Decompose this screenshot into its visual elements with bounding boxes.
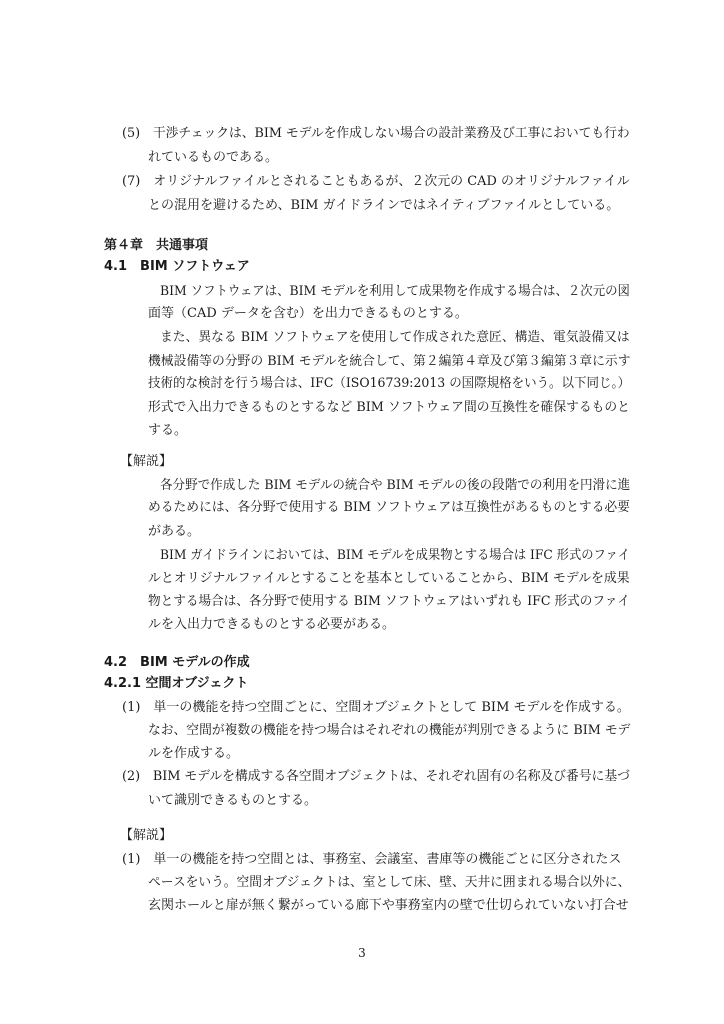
s41-c2-line-1: BIM ガイドラインにおいては、BIM モデルを成果物とする場合は IFC 形式のファイ [160,548,631,563]
s41-commentary-label: 【解説】 [120,454,173,469]
s42-item2-line-2: いて識別できるものとする。 [148,793,318,808]
page-number: 3 [358,946,366,960]
s42-item1-line-3: ルを作成する。 [148,746,240,761]
section-4-2-1-title: 4.2.1 空間オブジェクト [104,676,249,691]
s41-c1-line-2: めるためには、各分野で使用する BIM ソフトウェアは互換性があるものとする必要 [148,500,630,515]
s41-p2-line-3: 技術的な検討を行う場合は、IFC（ISO16739:2013 の国際規格をいう。以下同じ。） [148,376,631,391]
s41-c1-line-3: がある。 [148,524,201,539]
s41-p1-line-2: 面等（CAD データを含む）を出力できるものとする。 [148,306,468,321]
s42-item2-line-1: (2) BIM モデルを構成する各空間オブジェクトは、それぞれ固有の名称及び番号に基づ [122,769,630,784]
s41-c2-line-3: 物とする場合は、各分野で使用する BIM ソフトウェアはいずれも IFC 形式のファイ [148,594,630,609]
section-4-1-title: 4.1 BIM ソフトウェア [104,259,250,274]
section-4-2-title: 4.2 BIM モデルの作成 [104,655,250,670]
s41-p2-line-4: 形式で入出力できるものとするなど BIM ソフトウェア間の互換性を確保するものと [148,400,630,415]
item-7-line-1: (7) オリジナルファイルとされることもあるが、２次元の CAD のオリジナルファイル [122,174,630,189]
item-5-line-2: れているものである。 [148,150,279,165]
s42-c-item1-line-2: ペースをいう。空間オブジェクトは、室として床、壁、天井に囲まれる場合以外に、 [148,875,631,890]
s41-c1-line-1: 各分野で作成した BIM モデルの統合や BIM モデルの後の段階での利用を円滑に進 [160,478,631,493]
s42-commentary-label: 【解説】 [120,828,173,843]
s42-c-item1-line-3: 玄関ホールと扉が無く繋がっている廊下や事務室内の壁で仕切られていない打合せ [148,898,629,913]
item-5-line-1: (5) 干渉チェックは、BIM モデルを作成しない場合の設計業務及び工事においても行わ [122,126,630,141]
s42-c-item1-line-1: (1) 単一の機能を持つ空間とは、事務室、会議室、書庫等の機能ごとに区分されたス [122,852,622,867]
s42-item1-line-2: なお、空間が複数の機能を持つ場合はそれぞれの機能が判別できるように BIM モデ [148,723,631,738]
s41-p2-line-5: する。 [148,423,188,438]
s41-p2-line-1: また、異なる BIM ソフトウェアを使用して作成された意匠、構造、電気設備又は [160,330,630,345]
s41-c2-line-4: ルを入出力できるものとする必要がある。 [148,617,396,632]
item-7-line-2: との混用を避けるため、BIM ガイドラインではネイティブファイルとしている。 [148,198,620,213]
s41-p1-line-1: BIM ソフトウェアは、BIM モデルを利用して成果物を作成する場合は、２次元の図 [160,284,630,299]
s42-item1-line-1: (1) 単一の機能を持つ空間ごとに、空間オブジェクトとして BIM モデルを作成する。 [122,700,630,715]
s41-c2-line-2: ルとオリジナルファイルとすることを基本としていることから、BIM モデルを成果 [148,571,630,586]
s41-p2-line-2: 機械設備等の分野の BIM モデルを統合して、第２編第４章及び第３編第３章に示す [148,354,631,369]
chapter-title: 第４章 共通事項 [104,238,209,253]
